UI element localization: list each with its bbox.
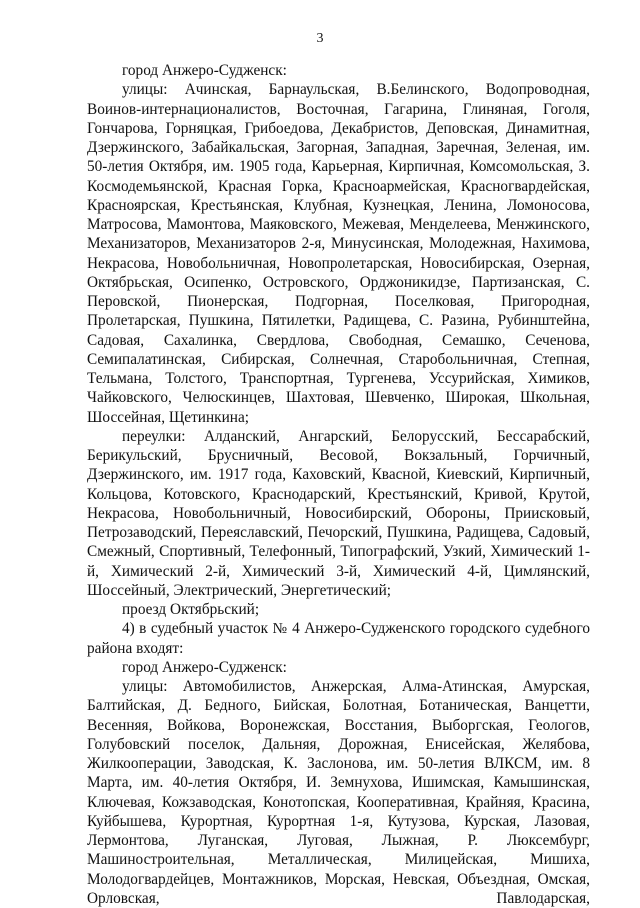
passage-item: проезд Октябрьский; <box>122 601 260 618</box>
lanes-list: переулки: Алданский, Ангарский, Белорусский, Бессарабский, Берикульский, Брусничный, Весовой, Вокзальный, Горчичный, Дзержинского, им. 1917 года, Каховский, Квасной, Киевский, Кирпичный, Кольцова, Котовского, Краснодарский, Крестьянский, Кривой, Крутой, Некрасова, Новобольничный, Новосибирский, Обороны, Приисковый, Петрозаводский, Переяславский, Печорский, Пушкина, Радищева, Садовый, Смежный, Спортивный, Телефонный, Типографский, Узкий, Химический 1-й, Химический 2-й, Химический 3-й, Химический 4-й, Цимлянский, Шоссейный, Электрический, Энергетический; <box>87 427 590 599</box>
streets-list: улицы: Ачинская, Барнаульская, В.Белинского, Водопроводная, Воинов-интернационалистов, Восточная, Гагарина, Глиняная, Гоголя, Гончарова, Горняцкая, Грибоедова, Декабристов, Деповская, Динамитная, Дзержинского, Забайкальская, Загорная, Западная, Заречная, Зеленая, им. 50-летия Октября, им. 1905 года, Карьерная, Кирпичная, Комсомольская, З. Космодемьянской, Красная Горка, Красноармейская, Красногвардейская, Красноярская, Крестьянская, Клубная, Кузнецкая, Ленина, Ломоносова, Матросова, Мамонтова, Маяковского, Межевая, Менделеева, Менжинского, Механизаторов, Механизаторов 2-я, Минусинская, Молодежная, Нахимова, Некрасова, Новобольничная, Новопролетарская, Новосибирская, Озерная, Октябрьская, Осипенко, Островского, Орджоникидзе, Партизанская, С. Перовской, Пионерская, Подгорная, Поселковая, Пригородная, Пролетарская, Пушкина, Пятилетки, Радищева, С. Разина, Рубинштейна, Садовая, Сахалинка, Свердлова, Свободная, Семашко, Сеченова, Семипалатинская, Сибирская, Солнечная, Старобольничная, Степная, Тельмана, Толстого, Транспортная, Тургенева, Уссурийская, Химиков, Чайковского, Челюскинцев, Шахтовая, Шевченко, Широкая, Школьная, Шоссейная, Щетинкина; <box>87 81 590 426</box>
section-heading: 4) в судебный участок № 4 Анжеро-Судженского городского судебного района входят: <box>87 620 590 657</box>
document-body <box>87 61 590 908</box>
city-heading: город Анжеро-Судженск: <box>122 62 287 79</box>
streets-list: улицы: Автомобилистов, Анжерская, Алма-Атинская, Амурская, Балтийская, Д. Бедного, Бийская, Болотная, Ботаническая, Ванцетти, Весенняя, Войкова, Воронежская, Восстания, Выборгская, Геологов, Голубовский поселок, Дальняя, Дорожная, Енисейская, Желябова, Жилкооперации, Заводская, К. Заслонова, им. 50-летия ВЛКСМ, им. 8 Марта, им. 40-летия Октября, И. Земнухова, Ишимская, Камышинская, Ключевая, Кожзаводская, Конотопская, Кооперативная, Крайняя, Красина, Куйбышева, Курортная, Курортная 1-я, Кутузова, Курская, Лазовая, Лермонтова, Луганская, Луговая, Лыжная, Р. Люксембург, Машиностроительная, Металлическая, Милицейская, Мишиха, Молодогвардейцев, Монтажников, Морская, Невская, Объездная, Омская, Орловская, Павлодарская, <box>87 678 590 907</box>
page-number: 3 <box>316 31 324 46</box>
city-heading: город Анжеро-Судженск: <box>122 658 287 676</box>
